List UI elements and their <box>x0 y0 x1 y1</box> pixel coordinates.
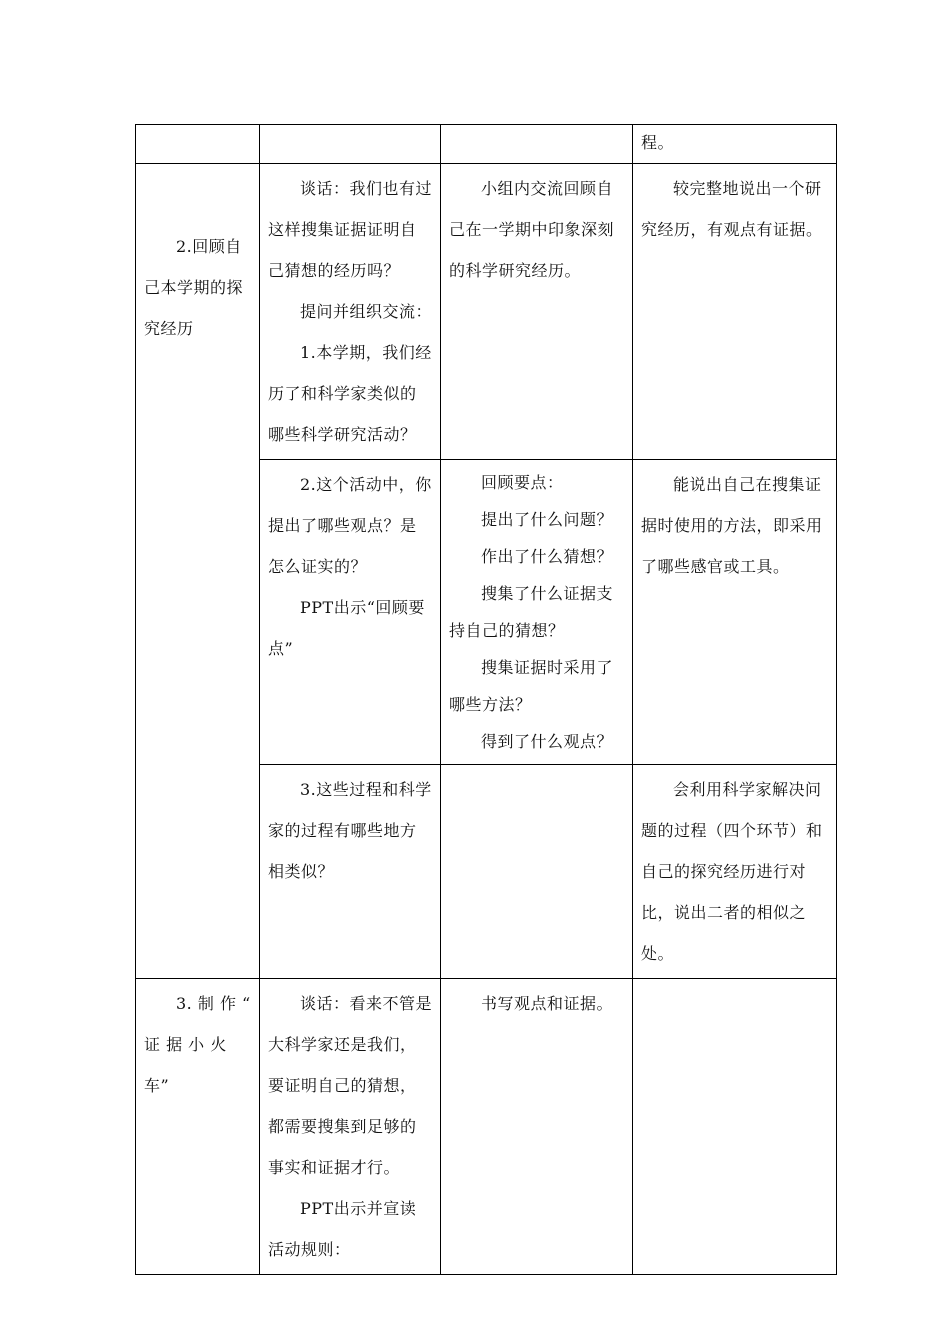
cell-paragraph: 3.这些过程和科学家的过程有哪些地方相类似？ <box>268 780 432 881</box>
cell-paragraph: 作出了什么猜想？ <box>481 547 614 566</box>
table-row <box>136 979 837 1275</box>
evaluation-cell <box>633 979 837 1275</box>
cell-paragraph: 程。 <box>641 133 675 152</box>
cell-paragraph: 回顾要点： <box>481 473 564 492</box>
cell-paragraph: 搜集了什么证据支持自己的猜想？ <box>449 584 614 640</box>
teacher-cell <box>260 979 441 1275</box>
stage-cell <box>136 125 260 164</box>
lesson-plan-table <box>135 124 837 1275</box>
stage-cell <box>136 979 260 1275</box>
teacher-cell <box>260 460 441 765</box>
cell-paragraph: 2.这个活动中，你提出了哪些观点？是怎么证实的？ <box>268 475 432 576</box>
evaluation-cell <box>633 125 837 164</box>
cell-paragraph: 得到了什么观点？ <box>481 732 614 751</box>
cell-paragraph: 提出了什么问题？ <box>481 510 614 529</box>
cell-paragraph: PPT出示“回顾要点” <box>268 598 425 658</box>
cell-paragraph: 谈话：看来不管是大科学家还是我们，要证明自己的猜想，都需要搜集到足够的事实和证据才行。 <box>268 994 433 1177</box>
cell-paragraph: 书写观点和证据。 <box>481 994 614 1013</box>
cell-paragraph: 搜集证据时采用了哪些方法？ <box>449 658 614 714</box>
cell-paragraph: 会利用科学家解决问题的过程（四个环节）和自己的探究经历进行对比，说出二者的相似之处。 <box>641 780 823 963</box>
teacher-cell <box>260 765 441 979</box>
cell-paragraph: 能说出自己在搜集证据时使用的方法，即采用了哪些感官或工具。 <box>641 475 823 576</box>
cell-paragraph: PPT出示并宣读活动规则： <box>268 1199 417 1259</box>
table-row <box>136 125 837 164</box>
evaluation-cell <box>633 164 837 460</box>
stage-title: 2.回顾自己本学期的探究经历 <box>144 237 244 338</box>
stage-cell <box>136 164 260 979</box>
student-cell <box>441 765 633 979</box>
stage-title: 3. 制 作 “ 证 据 小 火 车” <box>144 994 251 1095</box>
cell-paragraph: 1.本学期，我们经历了和科学家类似的哪些科学研究活动？ <box>268 343 432 444</box>
cell-paragraph: 较完整地说出一个研究经历，有观点有证据。 <box>641 179 823 239</box>
cell-paragraph: 提问并组织交流： <box>300 302 433 321</box>
student-cell <box>441 979 633 1275</box>
evaluation-cell <box>633 460 837 765</box>
cell-paragraph: 小组内交流回顾自己在一学期中印象深刻的科学研究经历。 <box>449 179 615 280</box>
teacher-cell <box>260 164 441 460</box>
table-row <box>136 164 837 460</box>
teacher-cell <box>260 125 441 164</box>
cell-paragraph: 谈话：我们也有过这样搜集证据证明自己猜想的经历吗？ <box>268 179 433 280</box>
student-cell <box>441 460 633 765</box>
evaluation-cell <box>633 765 837 979</box>
student-cell <box>441 125 633 164</box>
student-cell <box>441 164 633 460</box>
